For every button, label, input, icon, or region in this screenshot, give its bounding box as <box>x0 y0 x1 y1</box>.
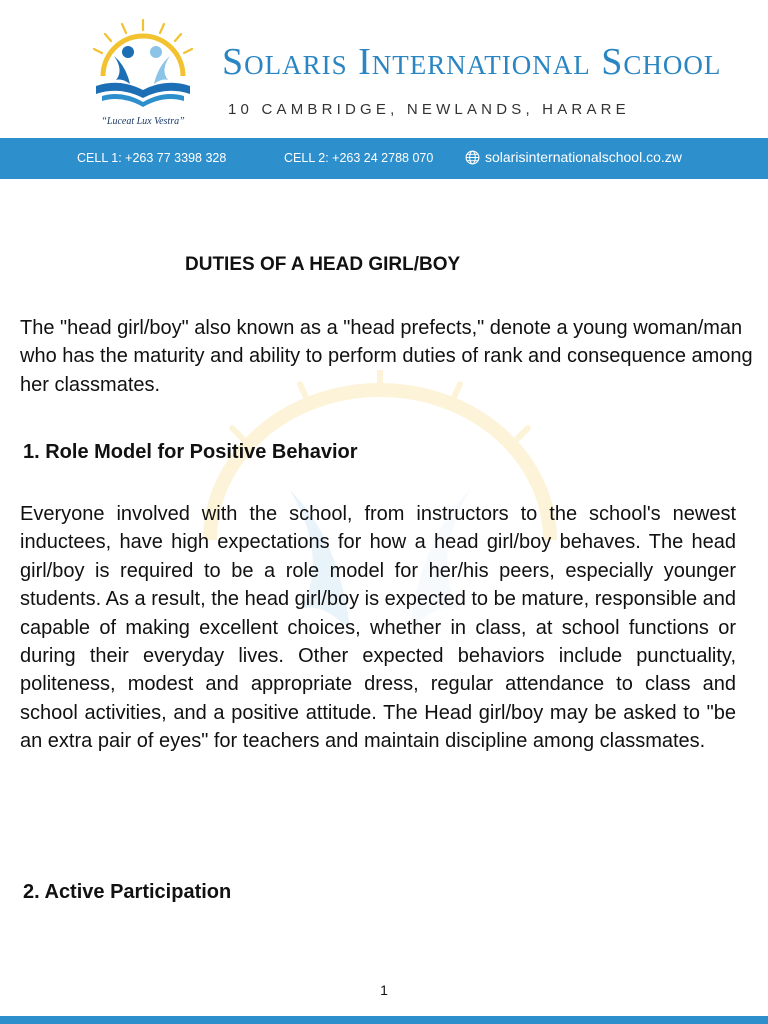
school-name: Solaris International School <box>222 41 722 83</box>
school-address: 10 CAMBRIDGE, NEWLANDS, HARARE <box>228 101 630 118</box>
website-link[interactable] <box>465 149 682 165</box>
footer-bar <box>0 1016 768 1024</box>
globe-icon <box>465 150 480 165</box>
cell-2-number: CELL 2: +263 24 2788 070 <box>284 151 434 165</box>
section-1-body: Everyone involved with the school, from instructors to the school's newest inductees, have high expectations for how a head girl/boy behaves. The head girl/boy is required to be a role model for her/his peers, especially younger students. As a result, the head girl/boy is expected to be mature, responsible and capable of making excellent choices, whether in class, at school functions or during their everyday lives. Other expected behaviors include punctuality, politeness, modest and appropriate dress, regular attendance to class and school activities, and a positive attitude. The Head girl/boy may be asked to "be an extra pair of eyes" for teachers and maintain discipline among classmates. <box>20 503 736 753</box>
intro-paragraph: The "head girl/boy" also known as a "head prefects," denote a young woman/man who has the maturity and ability to perform duties of rank and consequence among her classmates. <box>20 317 753 396</box>
logo-motto: “Luceat Lux Vestra” <box>101 116 185 127</box>
cell-1-number: CELL 1: +263 77 3398 328 <box>77 151 227 165</box>
website-text: solarisinternationalschool.co.zw <box>485 149 682 165</box>
document-title: DUTIES OF A HEAD GIRL/BOY <box>185 254 461 275</box>
section-1-heading: 1. Role Model for Positive Behavior <box>23 441 358 463</box>
letterhead <box>0 0 768 138</box>
page-number: 1 <box>380 982 388 998</box>
school-logo <box>78 14 208 130</box>
section-2-heading: 2. Active Participation <box>23 881 232 903</box>
contact-bar <box>0 138 768 179</box>
